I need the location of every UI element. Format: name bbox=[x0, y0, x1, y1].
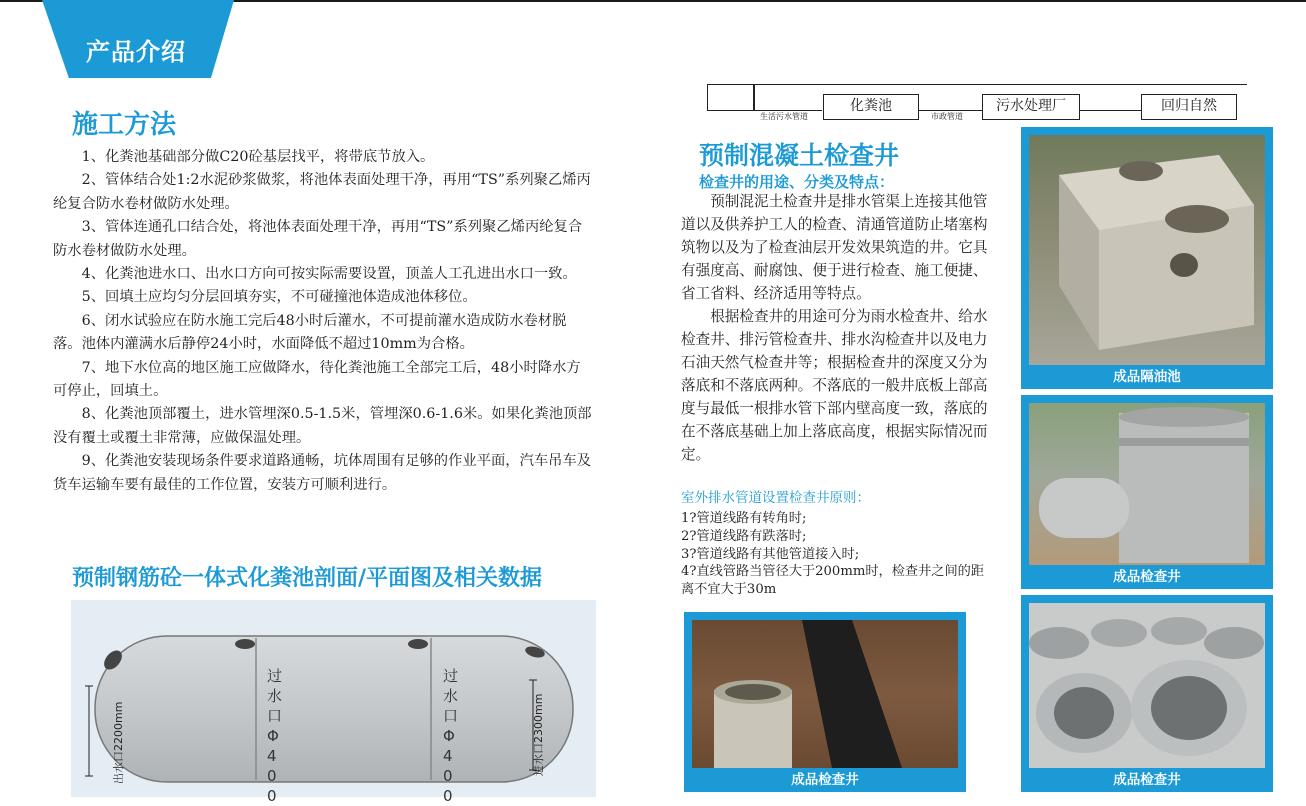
photo-caption: 成品检查井 bbox=[791, 772, 859, 788]
rule-item: 2?管道线路有跌落时; bbox=[681, 528, 807, 544]
manhole-title: 预制混凝土检查井 bbox=[699, 141, 900, 170]
rule-item: 3?管道线路有其他管道接入时; bbox=[681, 546, 860, 562]
flow-box-blank bbox=[707, 84, 755, 111]
tank-diagram bbox=[71, 600, 596, 805]
inlet-label: 进水口2300mm bbox=[532, 693, 545, 776]
photo-caption: 成品检查井 bbox=[1113, 569, 1181, 585]
photo-manhole-1 bbox=[1021, 395, 1273, 589]
rule-item: 4?直线管路当管径大于200mm时，检查井之间的距离不宜大于30m bbox=[681, 564, 985, 598]
manhole-image-1 bbox=[1029, 403, 1265, 565]
construction-step: 2、管体结合处1:2水泥砂浆做浆，将池体表面处理干净，再用“TS”系列聚乙烯丙纶复合防水卷材做防水处理。 bbox=[53, 172, 591, 212]
rules-list bbox=[681, 510, 991, 599]
manhole-body bbox=[681, 190, 991, 466]
construction-step: 5、回填土应均匀分层回填夯实，不可碰撞池体造成池体移位。 bbox=[81, 289, 477, 306]
manhole-image-3 bbox=[692, 620, 958, 768]
photo-caption: 成品检查井 bbox=[1113, 772, 1181, 788]
photo-grease-trap bbox=[1021, 127, 1273, 389]
construction-step: 8、化粪池顶部覆土，进水管埋深0.5-1.5米，管埋深0.6-1.6米。如果化粪池顶部没有覆土或覆土非常薄，应做保温处理。 bbox=[53, 406, 592, 446]
construction-step: 7、地下水位高的地区施工应做降水，待化粪池施工全部完工后，48小时降水方可停止，回填土。 bbox=[53, 359, 581, 400]
construction-step: 6、闭水试验应在防水施工完后48小时后灌水，不可提前灌水造成防水卷材脱落。池体内灌满水后静停24小时，水面降低不超过10mm为合格。 bbox=[53, 312, 567, 353]
flow-line bbox=[1079, 110, 1141, 111]
construction-step: 4、化粪池进水口、出水口方向可按实际需要设置，顶盖人工孔进出水口一致。 bbox=[81, 266, 577, 283]
pass-label-2: 过水口 Φ400 bbox=[443, 667, 459, 805]
flow-chart bbox=[707, 84, 1247, 122]
construction-step: 1、化粪池基础部分做C20砼基层找平，将带底节放入。 bbox=[81, 149, 435, 165]
photo-manhole-2 bbox=[1021, 595, 1273, 792]
flow-pipe-label: 市政管道 bbox=[931, 112, 963, 121]
rules-title: 室外排水管道设置检查井原则： bbox=[681, 490, 870, 506]
photo-caption: 成品隔油池 bbox=[1113, 369, 1181, 385]
flow-divider bbox=[753, 84, 754, 110]
construction-step: 3、管体连通孔口结合处，将池体表面处理干净，再用“TS”系列聚乙烯丙纶复合防水卷材做防水处理。 bbox=[53, 219, 583, 259]
header-tab-title: 产品介绍 bbox=[86, 38, 186, 66]
pass-label-1: 过水口 Φ400 bbox=[267, 667, 283, 805]
construction-steps bbox=[53, 146, 593, 497]
flow-pipe-label: 生活污水管道 bbox=[760, 112, 808, 121]
manhole-para-2: 根据检查井的用途可分为雨水检查井、给水检查井、排污管检查井、排水沟检查井以及电力石油天然气检查井等；根据检查井的深度又分为落底和不落底两种。不落底的一般井底板上部高度与最低一根排水管下部内壁高度一致，落底的在不落底基础上加上落底高度，根据实际情况而定。 bbox=[681, 308, 988, 463]
tank-drawing bbox=[71, 600, 596, 797]
rule-item: 1?管道线路有转角时; bbox=[681, 511, 807, 526]
flow-box-septic: 化粪池 bbox=[823, 94, 919, 120]
flow-box-plant: 污水处理厂 bbox=[982, 94, 1080, 120]
manhole-image-2 bbox=[1029, 603, 1265, 768]
manhole-subtitle: 检查井的用途、分类及特点： bbox=[699, 173, 895, 191]
manhole-para-1: 预制混泥土检查井是排水管渠上连接其他管道以及供养护工人的检查、清通管道防止堵塞构筑物以及为了检查油层开发效果筑造的井。它具有强度高、耐腐蚀、便于进行检查、施工便捷、省工省料、经济适用等特点。 bbox=[681, 193, 988, 302]
flow-top-rule bbox=[707, 84, 1247, 85]
diagram-title: 预制钢筋砼一体式化粪池剖面/平面图及相关数据 bbox=[72, 566, 543, 591]
photo-manhole-3 bbox=[684, 612, 966, 792]
outlet-label: 出水口2200mm bbox=[112, 701, 125, 784]
grease-trap-image bbox=[1029, 135, 1265, 365]
construction-title: 施工方法 bbox=[72, 110, 177, 140]
construction-step: 9、化粪池安装现场条件要求道路通畅，坑体周围有足够的作业平面，汽车吊车及货车运输车要有最佳的工作位置，安装方可顺利进行。 bbox=[53, 453, 592, 493]
flow-box-nature: 回归自然 bbox=[1141, 94, 1237, 120]
